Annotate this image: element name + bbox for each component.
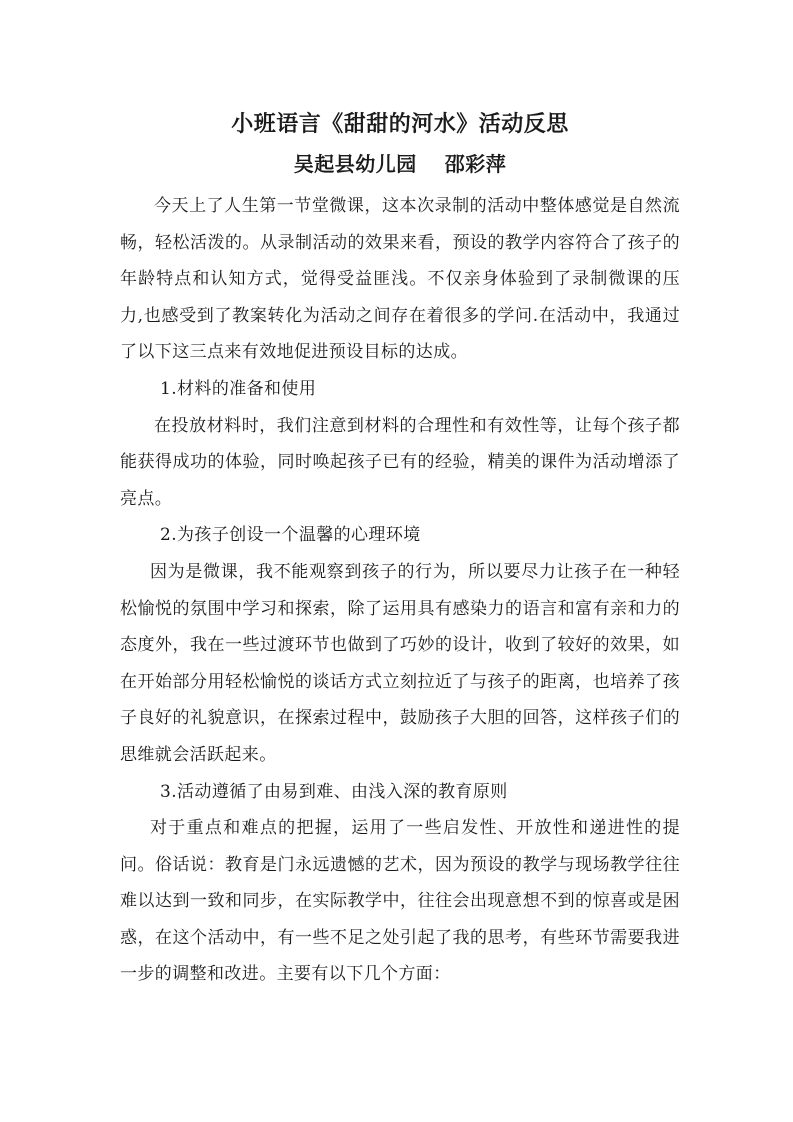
section-heading-1: 1.材料的准备和使用 bbox=[160, 378, 317, 399]
section-heading-2: 2.为孩子创设一个温馨的心理环境 bbox=[160, 525, 421, 546]
intro-paragraph: 今天上了人生第一节堂微课，这本次录制的活动中整体感觉是自然流畅，轻松活泼的。从录制活动的效果来看，预设的教学内容符合了孩子的年龄特点和认知方式，觉得受益匪浅。不仅亲身体验到了录制微课的压力,也感受到了教案转化为活动之间存在着很多的学问.在活动中，我通过了以下这三点来有效地促进预设目标的达成。 bbox=[120, 196, 680, 363]
section-body-1: 在投放材料时，我们注意到材料的合理性和有效性等，让每个孩子都能获得成功的体验，同时唤起孩子已有的经验，精美的课件为活动增添了亮点。 bbox=[120, 415, 680, 509]
section-body-3: 对于重点和难点的把握，运用了一些启发性、开放性和递进性的提问。俗话说：教育是门永远遗憾的艺术，因为预设的教学与现场教学往往难以达到一致和同步，在实际教学中，往往会出现意想不到的惊喜或是困惑，在这个活动中，有一些不足之处引起了我的思考，有些环节需要我进一步的调整和改进。主要有以下几个方面： bbox=[120, 818, 680, 985]
school-name: 吴起县幼儿园 bbox=[293, 152, 417, 176]
section-body-2: 因为是微课，我不能观察到孩子的行为，所以要尽力让孩子在一种轻松愉悦的氛围中学习和探索，除了运用具有感染力的语言和富有亲和力的态度外，我在一些过渡环节也做到了巧妙的设计，收到了较好的效果，如在开始部分用轻松愉悦的谈话方式立刻拉近了与孩子的距离，也培养了孩子良好的礼貌意识，在探索过程中，鼓励孩子大胆的回答，这样孩子们的思维就会活跃起来。 bbox=[120, 561, 680, 765]
section-heading-3: 3.活动遵循了由易到难、由浅入深的教育原则 bbox=[160, 781, 508, 802]
author-name: 邵彩萍 bbox=[444, 152, 507, 176]
document-page bbox=[120, 104, 680, 993]
document-title: 小班语言《甜甜的河水》活动反思 bbox=[231, 111, 569, 137]
document-byline bbox=[120, 144, 680, 184]
